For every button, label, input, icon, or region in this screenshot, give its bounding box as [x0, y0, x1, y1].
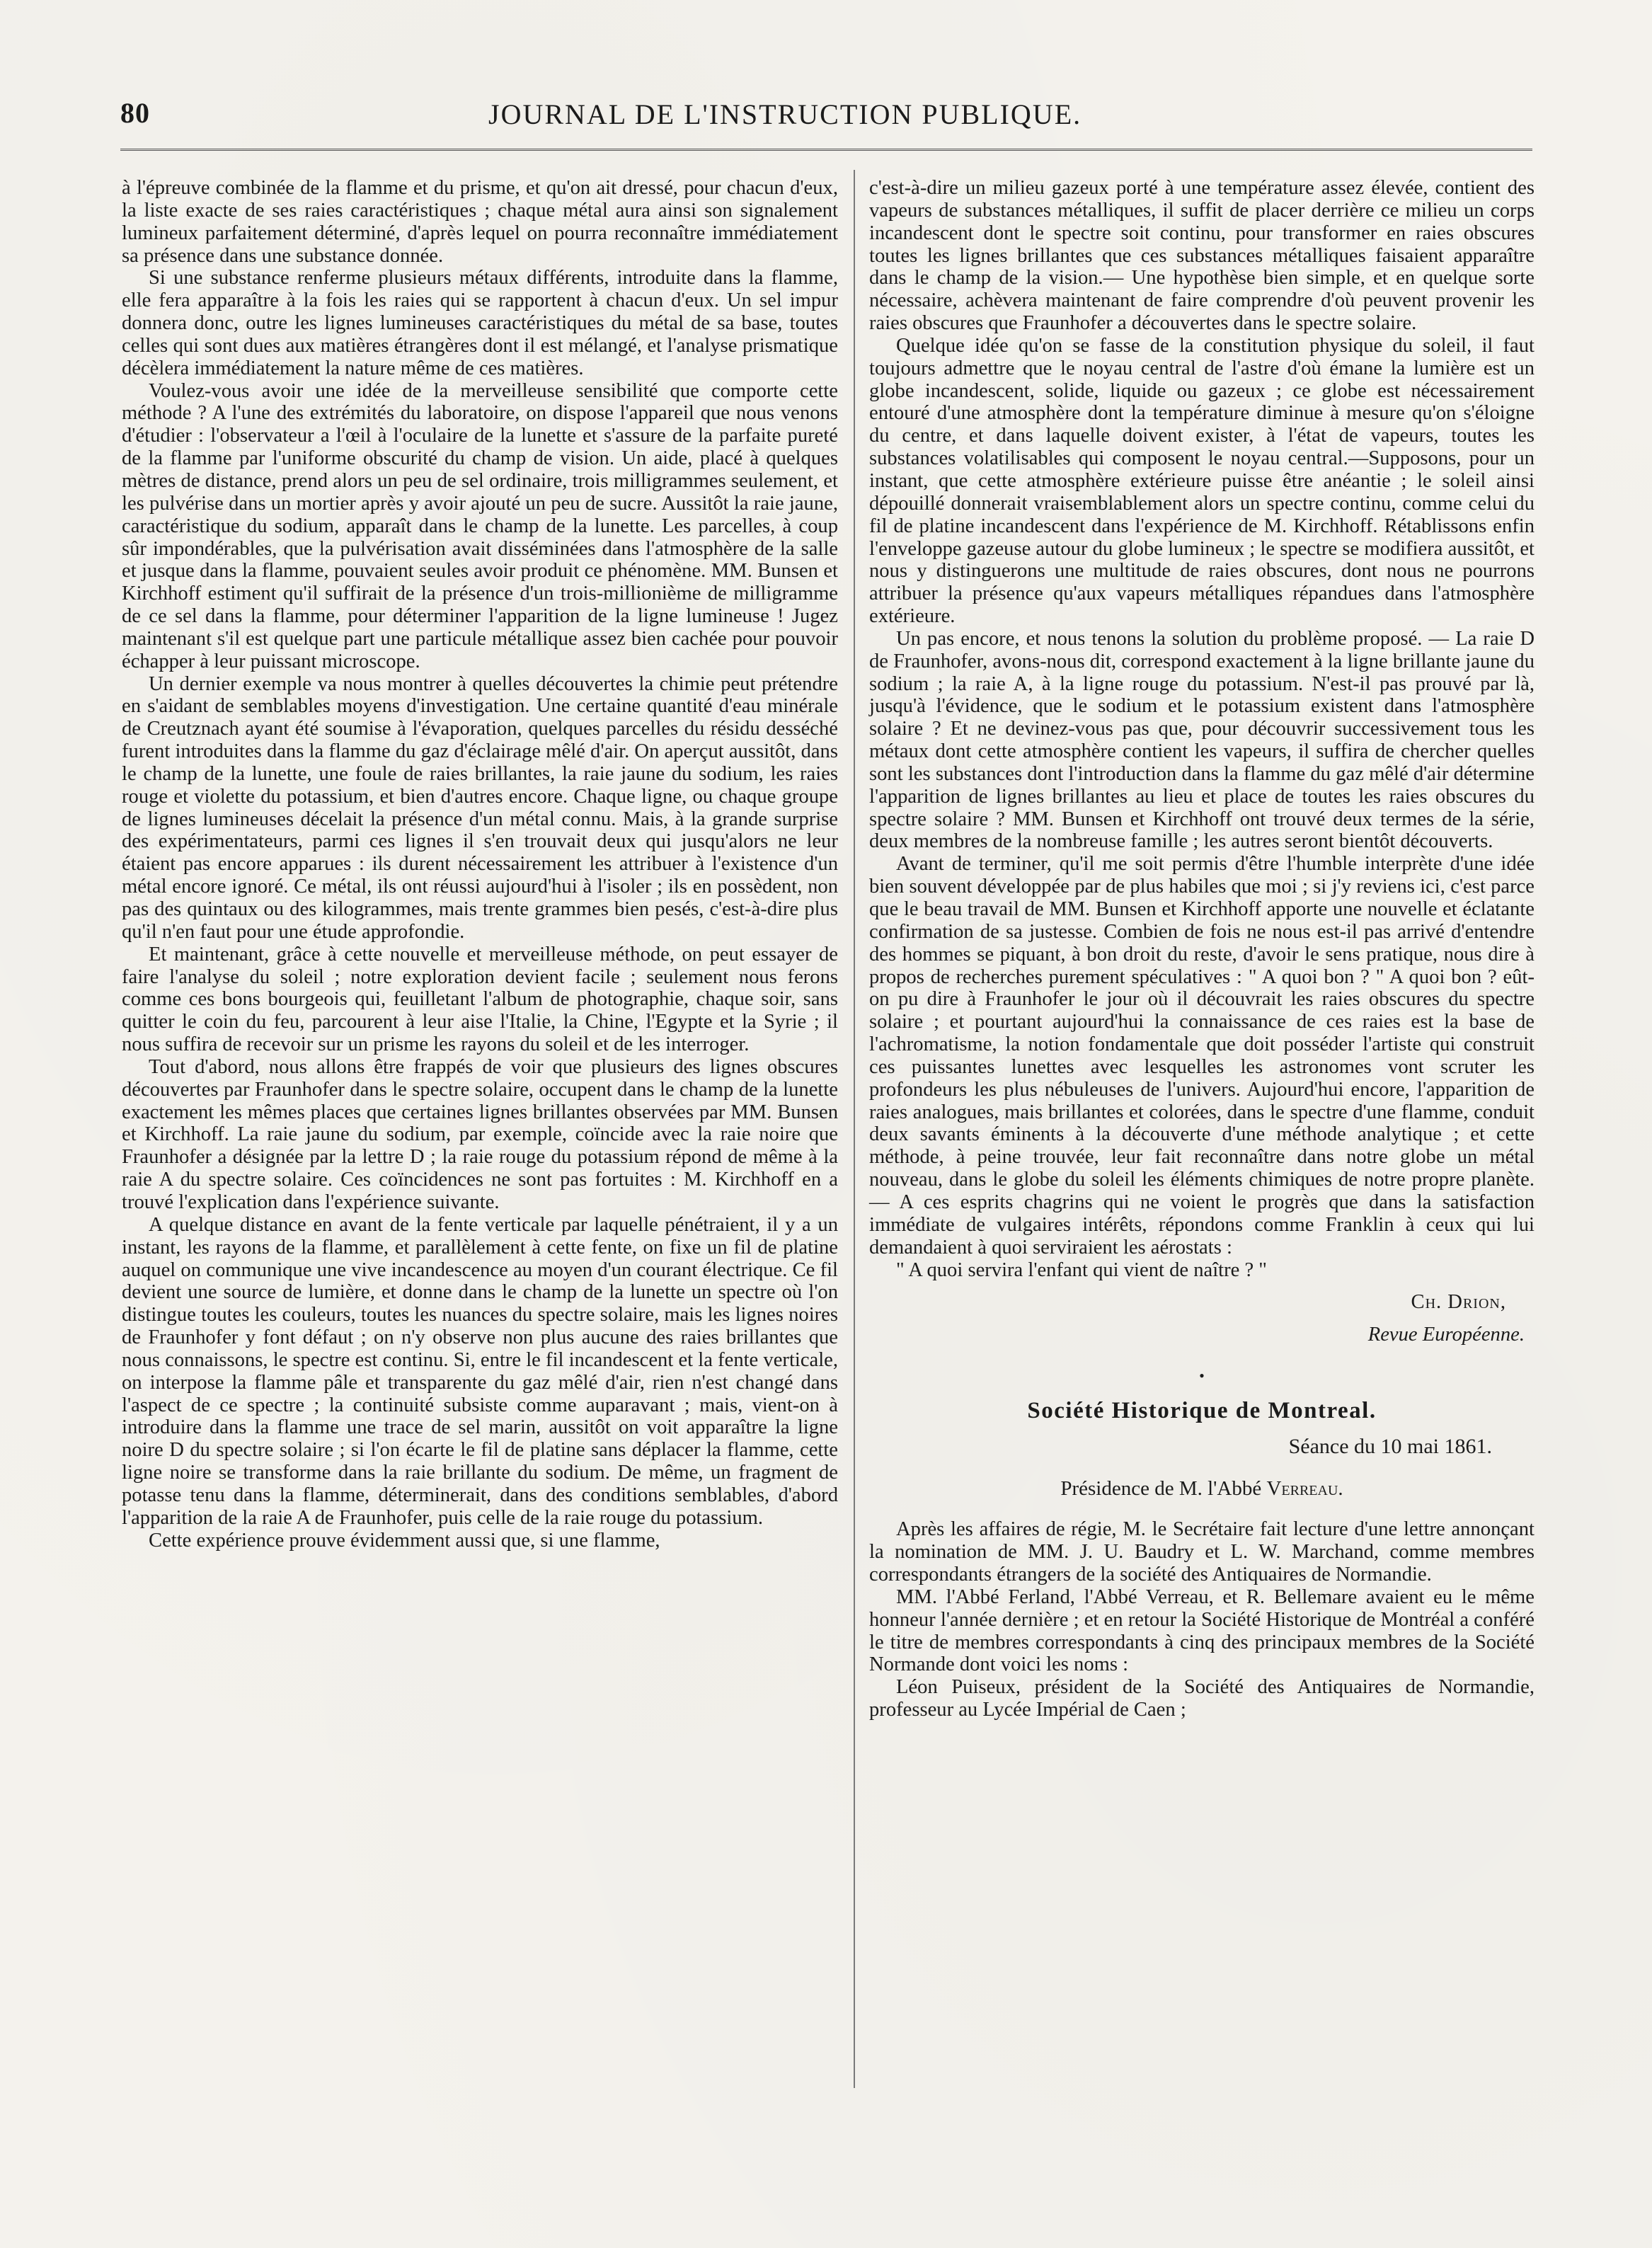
session-date: Séance du 10 mai 1861. — [1288, 1434, 1492, 1458]
left-column — [122, 177, 838, 1552]
left-paragraph: Un dernier exemple va nous montrer à quelles découvertes la chimie peut prétendre en s'aidant de semblables moyens d'investigation. Une certaine quantité d'eau minérale de Creutznach ayant été soumise à l'évaporation, quelques parcelles du résidu desséché furent introduites dans la flamme du gaz d'éclairage mêlé d'air. On aperçut aussitôt, dans le champ de la lunette, une foule de raies brillantes, la raie jaune du sodium, les raies rouge et violette du potassium, et bien d'autres encore. Chaque ligne, ou chaque groupe de lignes lumineuses décelait la présence d'un métal connu. Mais, à la grande surprise des expérimentateurs, parmi ces lignes il s'en trouvait deux qui jusqu'alors ne leur étaient pas encore apparues : ils durent nécessairement les attribuer à l'existence d'un métal encore ignoré. Ce métal, ils ont réussi aujourd'hui à l'isoler ; ils en possèdent, non pas des quintaux ou des kilogrammes, mais trente grammes bien pesés, c'est-à-dire plus qu'il n'en faut pour une étude approfondie. — [122, 672, 838, 943]
section-separator: • — [1199, 1367, 1205, 1385]
society-section-title: Société Historique de Montreal. — [1027, 1397, 1377, 1423]
presidence-name: Verreau. — [1266, 1476, 1343, 1500]
society-paragraph: Léon Puiseux, président de la Société des Antiquaires de Normandie, professeur au Lycée Impérial de Caen ; — [869, 1676, 1535, 1721]
right-paragraph: Un pas encore, et nous tenons la solution du problème proposé. — La raie D de Fraunhofer, avons-nous dit, correspond exactement à la ligne brillante jaune du sodium ; la raie A, à la ligne rouge du potassium. N'est-il pas prouvé par là, jusqu'à l'évidence, que le sodium et le potassium existent dans l'atmosphère solaire ? Et ne devinez-vous pas que, pour découvrir successivement tous les métaux dont cette atmosphère contient les vapeurs, il suffira de chercher quelles sont les substances dont l'introduction dans la flamme du gaz mêlé d'air détermine l'apparition de lignes brillantes au lieu et place de toutes les raies obscures du spectre solaire ? MM. Bunsen et Kirchhoff ont trouvé deux termes de la série, deux membres de la nombreuse famille ; les autres seront bientôt découverts. — [869, 627, 1535, 853]
article-signature-source: Revue Européenne. — [1367, 1324, 1525, 1346]
presidence-prefix: Présidence de M. l'Abbé — [1060, 1476, 1267, 1500]
page-header — [120, 92, 1529, 149]
left-paragraph: Voulez-vous avoir une idée de la merveilleuse sensibilité que comporte cette méthode ? A l'une des extrémités du laboratoire, on dispose l'appareil que nous venons d'étudier : l'observateur a l'œil à l'oculaire de la lunette et s'assure de la parfaite pureté de la flamme par l'uniforme obscurité du champ de vision. Un aide, placé à quelques mètres de distance, prend alors un peu de sel ordinaire, trois milligrammes seulement, et les pulvérise dans un mortier après y avoir ajouté un peu de sucre. Aussitôt la raie jaune, caractéristique du sodium, apparaît dans le champ de la lunette. Les parcelles, à coup sûr impondérables, que la pulvérisation avait disséminées dans l'atmosphère de la salle et jusque dans la flamme, pouvaient seules avoir produit ce phénomène. MM. Bunsen et Kirchhoff estiment qu'il suffirait de la présence d'un trois-millionième de milligramme de ce sel dans la flamme, pour déterminer l'apparition de la ligne lumineuse ! Jugez maintenant s'il est quelque part une particule métallique assez bien cachée pour pouvoir échapper à leur puissant microscope. — [122, 379, 838, 672]
right-column — [869, 177, 1535, 1721]
right-paragraph: " A quoi servira l'enfant qui vient de naître ? " — [896, 1258, 1267, 1281]
society-paragraph: MM. l'Abbé Ferland, l'Abbé Verreau, et R. Bellemare avaient eu le même honneur l'année dernière ; et en retour la Société Historique de Montréal a conféré le titre de membres correspondants à cinq des principaux membres de la Société Normande dont voici les noms : — [869, 1585, 1535, 1676]
journal-title: JOURNAL DE L'INSTRUCTION PUBLIQUE. — [488, 98, 1082, 130]
header-rule — [120, 149, 1532, 153]
left-paragraph: A quelque distance en avant de la fente verticale par laquelle pénétraient, il y a un instant, les rayons de la flamme, et parallèlement à cette fente, on fixe un fil de platine auquel on communique une vive incandescence au moyen d'un courant électrique. Ce fil devient une source de lumière, et donne dans le champ de la lunette un spectre où l'on distingue toutes les couleurs, toutes les nuances du spectre solaire, mais les lignes noires de Fraunhofer y font défaut ; on n'y observe non plus aucune des raies brillantes que nous connaissons, le spectre est continu. Si, entre le fil incandescent et la fente verticale, on interpose la flamme pâle et transparente du gaz mêlé d'air, rien n'est changé dans l'aspect de ce spectre ; la continuité subsiste comme auparavant ; mais, vient-on à introduire dans la flamme une trace de sel marin, aussitôt on voit apparaître la ligne noire D du spectre solaire ; si l'on écarte le fil de platine sans déplacer la flamme, cette ligne noire se transforme dans la raie brillante du sodium. De même, un fragment de potasse tenu dans la flamme, déterminerait, dans des conditions semblables, d'abord l'apparition de la raie A de Fraunhofer, puis celle de la raie rouge du potassium. — [122, 1213, 838, 1529]
left-paragraph: Tout d'abord, nous allons être frappés de voir que plusieurs des lignes obscures découvertes par Fraunhofer dans le spectre solaire, occupent dans le champ de la lunette exactement les mêmes places que certaines lignes brillantes observées par MM. Bunsen et Kirchhoff. La raie jaune du sodium, par exemple, coïncide avec la raie noire que Fraunhofer a désignée par la lettre D ; la raie rouge du potassium répond de même à la raie A du spectre solaire. Ces coïncidences ne sont pas fortuites : M. Kirchhoff en a trouvé l'explication dans l'expérience suivante. — [122, 1055, 838, 1213]
left-paragraph: à l'épreuve combinée de la flamme et du prisme, et qu'on ait dressé, pour chacun d'eux, la liste exacte de ses raies caractéristiques ; chaque métal aura ainsi son signalement lumineux parfaitement déterminé, d'après lequel on pourra reconnaître immédiatement sa présence dans une substance donnée. — [122, 177, 838, 267]
presidence-line — [869, 1478, 1535, 1501]
right-paragraph: c'est-à-dire un milieu gazeux porté à une température assez élevée, contient des vapeurs de substances métalliques, il suffit de placer derrière ce milieu un corps incandescent dont le spectre soit continu, pour transformer en raies obscures toutes les lignes brillantes que ces substances métalliques faisaient apparaître dans le champ de la vision.— Une hypothèse bien simple, et en quelque sorte nécessaire, achèvera maintenant de faire comprendre d'où peuvent provenir les raies obscures que Fraunhofer a découvertes dans le spectre solaire. — [869, 177, 1535, 335]
society-paragraph: Après les affaires de régie, M. le Secrétaire fait lecture d'une lettre annonçant la nomination de MM. J. U. Baudry et L. W. Marchand, comme membres correspondants étrangers de la société des Antiquaires de Normandie. — [869, 1518, 1535, 1586]
column-divider — [854, 170, 855, 2088]
article-signature-author: Ch. Drion, — [1411, 1291, 1506, 1314]
left-paragraph: Si une substance renferme plusieurs métaux différents, introduite dans la flamme, elle fera apparaître à la fois les raies qui se rapportent à chacun d'eux. Un sel impur donnera donc, outre les lignes lumineuses caractéristiques du métal de sa base, toutes celles qui sont dues aux matières étrangères dont il est mélangé, et l'analyse prismatique décèlera immédiatement la nature même de ces matières. — [122, 267, 838, 379]
right-paragraph: Quelque idée qu'on se fasse de la constitution physique du soleil, il faut toujours admettre que le noyau central de l'astre d'où émane la lumière est un globe incandescent, solide, liquide ou gazeux ; ce globe est nécessairement entouré d'une atmosphère dont la température diminue à mesure qu'on s'éloigne du centre, et dans laquelle doivent exister, à l'état de vapeurs, toutes les substances volatilisables qui composent le noyau central.—Supposons, pour un instant, que cette atmosphère extérieure puisse être anéantie ; le soleil ainsi dépouillé donnerait vraisemblablement alors un spectre continu, comme celui du fil de platine incandescent dans l'expérience de M. Kirchhoff. Rétablissons enfin l'enveloppe gazeuse autour du globe lumineux ; le spectre se modifiera aussitôt, et nous y distinguerons une multitude de raies obscures, dont nous ne pourrons attribuer la présence qu'aux vapeurs métalliques répandues dans l'atmosphère extérieure. — [869, 334, 1535, 628]
left-paragraph: Cette expérience prouve évidemment aussi que, si une flamme, — [149, 1529, 660, 1552]
right-paragraph: Avant de terminer, qu'il me soit permis d'être l'humble interprète d'une idée bien souvent développée par de plus habiles que moi ; si j'y reviens ici, c'est parce que le beau travail de MM. Bunsen et Kirchhoff apporte une nouvelle et éclatante confirmation de sa justesse. Combien de fois ne nous est-il pas arrivé d'entendre des hommes se piquant, à bon droit du reste, d'avoir le sens pratique, nous dire à propos de recherches purement spéculatives : " A quoi bon ? " A quoi bon ? eût-on pu dire à Fraunhofer le jour où il découvrait les raies obscures du spectre solaire ; et pourtant aujourd'hui la connaissance de ces raies est la base de l'achromatisme, la notion fondamentale que doit posséder l'artiste qui construit ces puissantes lunettes avec lesquelles les astronomes vont scruter les profondeurs les plus nébuleuses de l'univers. Aujourd'hui encore, l'apparition de raies analogues, mais brillantes et colorées, dans le spectre d'une flamme, conduit deux savants éminents à la découverte d'une méthode analytique ; et cette méthode, à peine trouvée, leur fait reconnaître dans notre globe un métal nouveau, dans le globe du soleil les éléments chimiques de notre propre planète.— A ces esprits chagrins qui ne voient le progrès que dans la satisfaction immédiate de vulgaires intérêts, répondons comme Franklin à ceux qui lui demandaient à quoi serviraient les aérostats : — [869, 853, 1535, 1258]
left-paragraph: Et maintenant, grâce à cette nouvelle et merveilleuse méthode, on peut essayer de faire l'analyse du soleil ; notre exploration devient facile ; seulement nous ferons comme ces bons bourgeois qui, feuilletant l'album de photographie, chaque soir, sans quitter le coin du feu, parcourent à leur aise l'Italie, la Chine, l'Egypte et la Syrie ; il nous suffira de recevoir sur un prisme les rayons du soleil et de les interroger. — [122, 943, 838, 1056]
page-number: 80 — [120, 97, 150, 129]
